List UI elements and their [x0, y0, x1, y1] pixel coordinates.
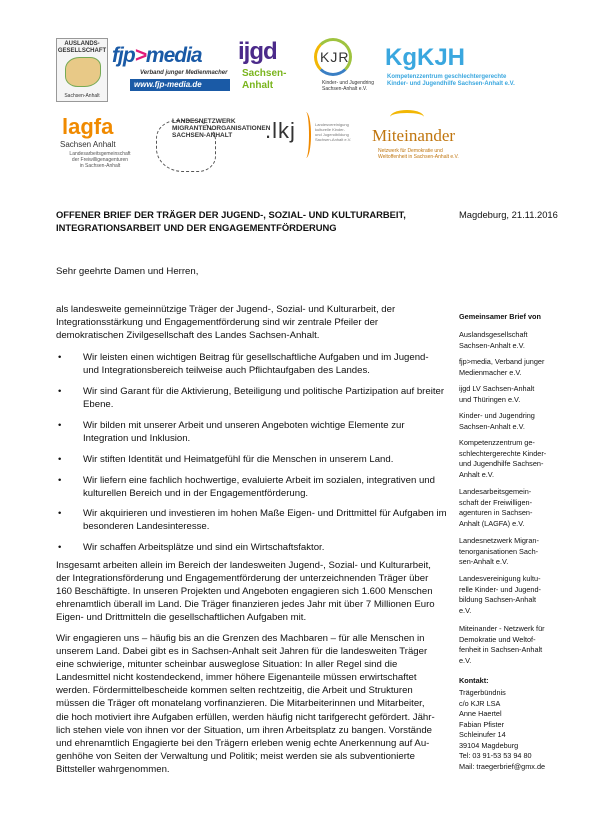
ijgd-logo-region-2: Anhalt: [242, 80, 274, 91]
text-line: werden. Fördermittelbescheide kommen selten rechtzeitig, die Arbeit und Strukturen: [56, 685, 413, 697]
letter-title: [56, 208, 436, 234]
miteinander-logo-subtitle: Netzwerk für Demokratie und Weltoffenheit in Sachsen-Anhalt e.V.: [378, 148, 459, 160]
fjp-logo-subtitle: Verband junger Medienmacher: [140, 70, 228, 76]
bullet-icon: •: [58, 508, 62, 519]
ijgd-logo-wordmark: ijgd: [238, 38, 277, 65]
text-line: der Integrationsförderung und Engagementförderung der unterzeichnenden Träger über: [56, 573, 429, 585]
text-line: Bittsteller wahrgenommen.: [56, 763, 170, 775]
bullet-text: Wir bilden mit unserer Arbeit und unseren Angeboten wichtige Elemente zur Integration und Inklusion.: [83, 420, 405, 445]
bullet-icon: •: [58, 454, 62, 465]
lkj-logo-wordmark: .lkj: [265, 118, 296, 143]
sidebar-heading: Gemeinsamer Brief von: [459, 312, 541, 321]
auslandsgesellschaft-logo: [56, 38, 108, 102]
text-line: demokratischen Zivilgesellschaft des Landes Sachsen-Anhalt.: [56, 330, 320, 342]
fjp-logo-url: www.fjp-media.de: [130, 79, 230, 91]
body-paragraph: [56, 632, 448, 776]
lkj-logo: [265, 112, 360, 172]
ijgd-logo-region-1: Sachsen-: [242, 68, 287, 79]
lagfa-logo-region: Sachsen Anhalt: [60, 140, 116, 149]
bullet-text: Wir stiften Identität und Heimatgefühl für die Menschen in unserem Land.: [83, 454, 394, 465]
text-line: unserem Land. Dabei gibt es in Sachsen-Anhalt seit Jahren für die landesweiten Träger: [56, 646, 428, 658]
text-line: eine schwierige, mitunter scheinbar ausweglose Situation: In aller Regel sind die: [56, 659, 398, 671]
sidebar-org: fjp>media, Verband junger Medienmacher e.V.: [459, 357, 545, 377]
text-line: Integrationsstärkung und Engagementförderung sind wir zentrale Pfeiler der: [56, 317, 379, 329]
kjr-logo-subtitle: Kinder- und Jugendring Sachsen-Anhalt e.V.: [322, 80, 374, 92]
contact-block: Trägerbündnis c/o KJR LSA Anne Haertel Fabian Pfister Schleinufer 14 39104 Magdeburg Tel: 03 91-53 53 94 80 Mail: traegerbrief@gmx.de: [459, 688, 571, 772]
sidebar-org: Landesvereinigung kultu- relle Kinder- und Jugend- bildung Sachsen-Anhalt e.V.: [459, 574, 541, 615]
kjr-logo-mark: KJR: [320, 49, 350, 65]
text-line: als landesweite gemeinnützige Träger der Jugend-, Sozial- und Kulturarbeit, der: [56, 304, 396, 315]
kjr-logo: [300, 38, 378, 100]
bullet-text: Wir sind Garant für die Aktivierung, Beteiligung und politische Partizipation auf breiter Ebene.: [83, 386, 445, 411]
sidebar-org: Miteinander - Netzwerk für Demokratie und Weltof- fenheit in Sachsen-Anhalt e.V.: [459, 624, 545, 665]
landesnetzwerk-logo-text: LANDESNETZWERK MIGRANTENORGANISATIONEN SACHSEN-ANHALT: [172, 118, 271, 139]
landesnetzwerk-logo: [150, 108, 271, 180]
contact-heading: Kontakt:: [459, 676, 489, 685]
sidebar-org: Auslandsgesellschaft Sachsen-Anhalt e.V.: [459, 330, 528, 350]
letter-date: Magdeburg, 21.11.2016: [459, 209, 558, 220]
text-line: und ehrenamtlich Engagierte bei den Trägern erleben wenig echte Anerkennung auf Au-: [56, 737, 430, 749]
sidebar-org: Landesarbeitsgemein- schaft der Freiwilligen- agenturen in Sachsen- Anhalt (LAGFA) e.V.: [459, 487, 533, 528]
text-line: lich stehen viele von ihnen vor der Situation, um ihren Arbeitsplatz zu bangen. Vorstände: [56, 724, 432, 736]
fjp-media-logo: [112, 44, 232, 94]
sidebar-org: Kompetenzzentrum ge- schlechtergerechte Kinder- und Jugendhilfe Sachsen- Anhalt e.V.: [459, 438, 547, 479]
text-line: genhöhe von Seiten der Verwaltung und Politik; meist werden sie als subventionierte: [56, 750, 415, 762]
miteinander-logo-wordmark: Miteinander: [372, 126, 456, 145]
sidebar-org: ijgd LV Sachsen-Anhalt und Thüringen e.V.: [459, 384, 535, 404]
text-line: die hoch motiviert ihre Aufgaben erfüllen, werden häufig nicht tarifgerecht gefördert. Jähr-: [56, 711, 435, 723]
bullet-text: Wir liefern eine fachlich hochwertige, evaluierte Arbeit im sozialen, integrativen und kulturellen Bereich und in der Engagementförderung.: [83, 475, 435, 500]
fjp-logo-wordmark: fjp>media: [112, 44, 202, 67]
bullet-icon: •: [58, 542, 62, 553]
text-line: Eigen- und Drittmitteln die gesellschaftlichen Aufgaben mit.: [56, 612, 307, 624]
text-line: müssen die Träger oft monatelang vorfinanzieren. Die Mitarbeiterinnen und Mitarbeiter,: [56, 698, 425, 710]
text-line: Landesmittel nicht kostendeckend, immer höhere Eigenanteile müssen erwirtschaftet: [56, 672, 417, 684]
bullet-text: Wir leisten einen wichtigen Beitrag für gesellschaftliche Aufgaben und im Jugend- und Integrationsbereich teilweise auch Pflichtaufgaben des Landes.: [83, 352, 429, 377]
text-line: Insgesamt arbeiten allein im Bereich der landesweiten Jugend-, Sozial- und Kulturarbeit,: [56, 560, 431, 571]
bullet-icon: •: [58, 475, 62, 486]
auslands-logo-region: Sachsen-Anhalt: [64, 93, 100, 99]
bullet-text: Wir akquirieren und investieren im hohen Maße Eigen- und Drittmittel für Aufgaben im besonderen Landesinteresse.: [83, 508, 447, 533]
kgkjh-logo-wordmark: KgKJH: [385, 44, 466, 71]
arc-icon: [301, 112, 311, 158]
sidebar-org: Kinder- und Jugendring Sachsen-Anhalt e.V.: [459, 411, 535, 431]
text-line: Wir engagieren uns – häufig bis an die Grenzen des Machbaren – für alle Menschen in: [56, 633, 425, 644]
lagfa-logo-wordmark: lagfa: [62, 114, 114, 139]
lkj-logo-subtitle: Landesvereinigung kulturelle Kinder- und Jugendbildung Sachsen-Anhalt e.V.: [315, 122, 352, 142]
kgkjh-logo-subtitle: Kompetenzzentrum geschlechtergerechte Kinder- und Jugendhilfe Sachsen-Anhalt e.V.: [387, 74, 515, 87]
body-paragraph: [56, 559, 448, 624]
lagfa-logo-subtitle: Landesarbeitsgemeinschaft der Freiwilligenagenturen in Sachsen-Anhalt: [69, 151, 131, 169]
letter-title-line: OFFENER BRIEF DER TRÄGER DER JUGEND-, SOZIAL- UND KULTURARBEIT,: [56, 209, 406, 220]
intro-paragraph: [56, 303, 448, 342]
sidebar-org: Landesnetzwerk Migran- tenorganisationen Sach- sen-Anhalt e.V.: [459, 536, 539, 566]
lagfa-logo: [56, 114, 144, 180]
bullet-icon: •: [58, 420, 62, 431]
ijgd-logo: [238, 38, 290, 100]
kgkjh-logo: [385, 44, 520, 96]
bullet-text: Wir schaffen Arbeitsplätze und sind ein Wirtschaftsfaktor.: [83, 542, 325, 553]
contact-email[interactable]: Mail: traegerbrief@gmx.de: [459, 761, 546, 771]
letter-title-line: INTEGRATIONSARBEIT UND DER ENGAGEMENTFÖRDERUNG: [56, 222, 337, 233]
miteinander-logo: [372, 110, 472, 176]
auslands-logo-title: AUSLANDS- GESELLSCHAFT: [57, 41, 107, 54]
salutation: Sehr geehrte Damen und Herren,: [56, 266, 199, 277]
map-icon: [65, 57, 101, 87]
text-line: ehrenamtlich überall im Land. Die Träger finanzieren jedes Jahr mit über 7 Millionen Euro: [56, 599, 435, 611]
bullet-icon: •: [58, 352, 62, 363]
text-line: 160 Beschäftigte. In unseren Projekten und Angeboten engagieren sich 1.600 Menschen: [56, 586, 433, 598]
bullet-icon: •: [58, 386, 62, 397]
sun-arc-icon: [390, 110, 424, 124]
